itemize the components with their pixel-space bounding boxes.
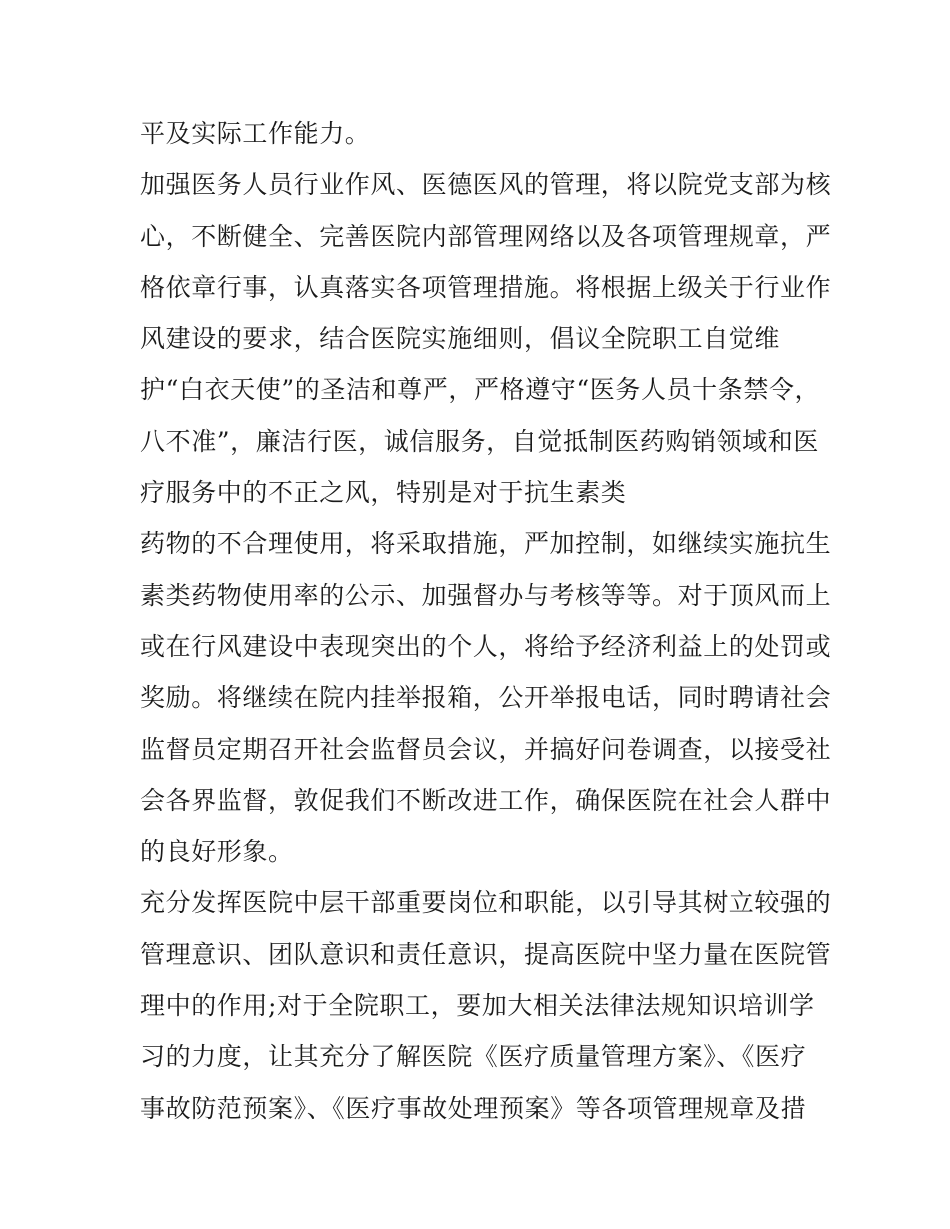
text-line: 平及实际工作能力。 [140, 119, 371, 148]
text-line: 监督员定期召开社会监督员会议，并搞好问卷调查，以接受社 [140, 734, 832, 764]
text-line: 格依章行事，认真落实各项管理措施。将根据上级关于行业作 [140, 272, 832, 302]
text-line: 的良好形象。 [140, 837, 294, 867]
text-line: 药物的不合理使用，将采取措施，严加控制，如继续实施抗生 [140, 529, 832, 559]
text-line: 加强医务人员行业作风、医德医风的管理，将以院党支部为核 [140, 170, 832, 200]
text-line: 事故防范预案》、《医疗事故处理预案》等各项管理规章及措 [140, 1093, 807, 1123]
text-line: 素类药物使用率的公示、加强督办与考核等等。对于顶风而上 [140, 580, 832, 610]
text-line: 奖励。将继续在院内挂举报箱，公开举报电话，同时聘请社会 [140, 683, 832, 713]
text-line: 八不准”，廉洁行医，诚信服务，自觉抵制医药购销领域和医 [140, 426, 819, 456]
text-line: 疗服务中的不正之风，特别是对于抗生素类 [140, 478, 627, 508]
text-line: 习的力度，让其充分了解医院《医疗质量管理方案》、《医疗 [140, 1042, 807, 1072]
body-text [140, 108, 830, 1134]
text-line: 管理意识、团队意识和责任意识，提高医院中坚力量在医院管 [140, 939, 832, 969]
text-line: 风建设的要求，结合医院实施细则，倡议全院职工自觉维 [140, 324, 781, 354]
text-line: 充分发挥医院中层干部重要岗位和职能，以引导其树立较强的 [140, 888, 832, 918]
text-line: 心，不断健全、完善医院内部管理网络以及各项管理规章，严 [140, 221, 832, 251]
text-line: 会各界监督，敦促我们不断改进工作，确保医院在社会人群中 [140, 785, 832, 815]
text-line: 理中的作用;对于全院职工，要加大相关法律法规知识培训学 [140, 991, 815, 1021]
text-line: 护“白衣天使”的圣洁和尊严，严格遵守“医务人员十条禁令， [140, 375, 821, 405]
text-line: 或在行风建设中表现突出的个人，将给予经济利益上的处罚或 [140, 631, 832, 661]
